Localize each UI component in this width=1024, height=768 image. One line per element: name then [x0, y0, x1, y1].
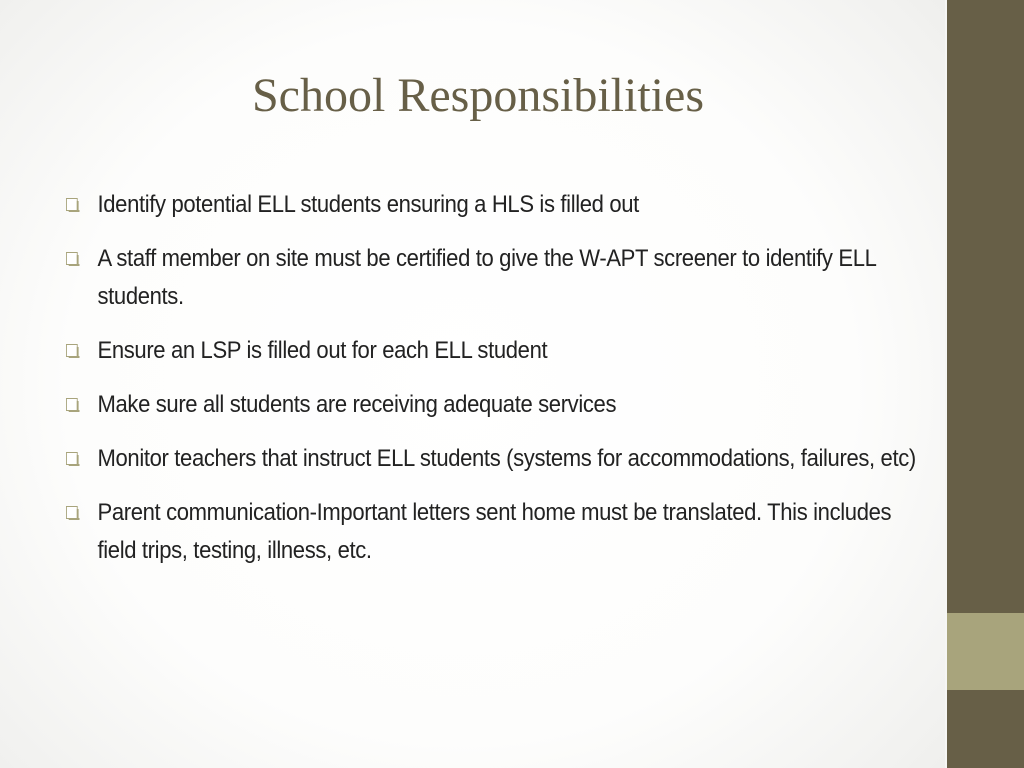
bullet-list: [66, 186, 916, 586]
checkbox-icon: [66, 506, 78, 519]
checkbox-icon: [66, 252, 78, 265]
bullet-text: Parent communication-Important letters sent home must be translated. This includes field trips, testing, illness, etc.: [97, 499, 892, 564]
list-item: [66, 386, 917, 424]
bullet-text: Ensure an LSP is filled out for each ELL student: [97, 337, 548, 364]
list-item: [66, 240, 917, 316]
list-item: [66, 440, 917, 478]
checkbox-icon: [66, 344, 78, 357]
list-item: [66, 332, 917, 370]
sidebar-accent-block: [947, 613, 1024, 690]
list-item: [66, 494, 917, 570]
checkbox-icon: [66, 198, 78, 211]
list-item: [66, 186, 917, 224]
checkbox-icon: [66, 398, 78, 411]
checkbox-icon: [66, 452, 78, 465]
bullet-text: A staff member on site must be certified to give the W-APT screener to identify ELL students.: [97, 245, 876, 310]
bullet-text: Monitor teachers that instruct ELL students (systems for accommodations, failures, etc): [97, 445, 916, 472]
slide-title: School Responsibilities: [251, 69, 704, 122]
bullet-text: Identify potential ELL students ensuring a HLS is filled out: [97, 191, 639, 218]
bullet-text: Make sure all students are receiving adequate services: [97, 391, 617, 418]
